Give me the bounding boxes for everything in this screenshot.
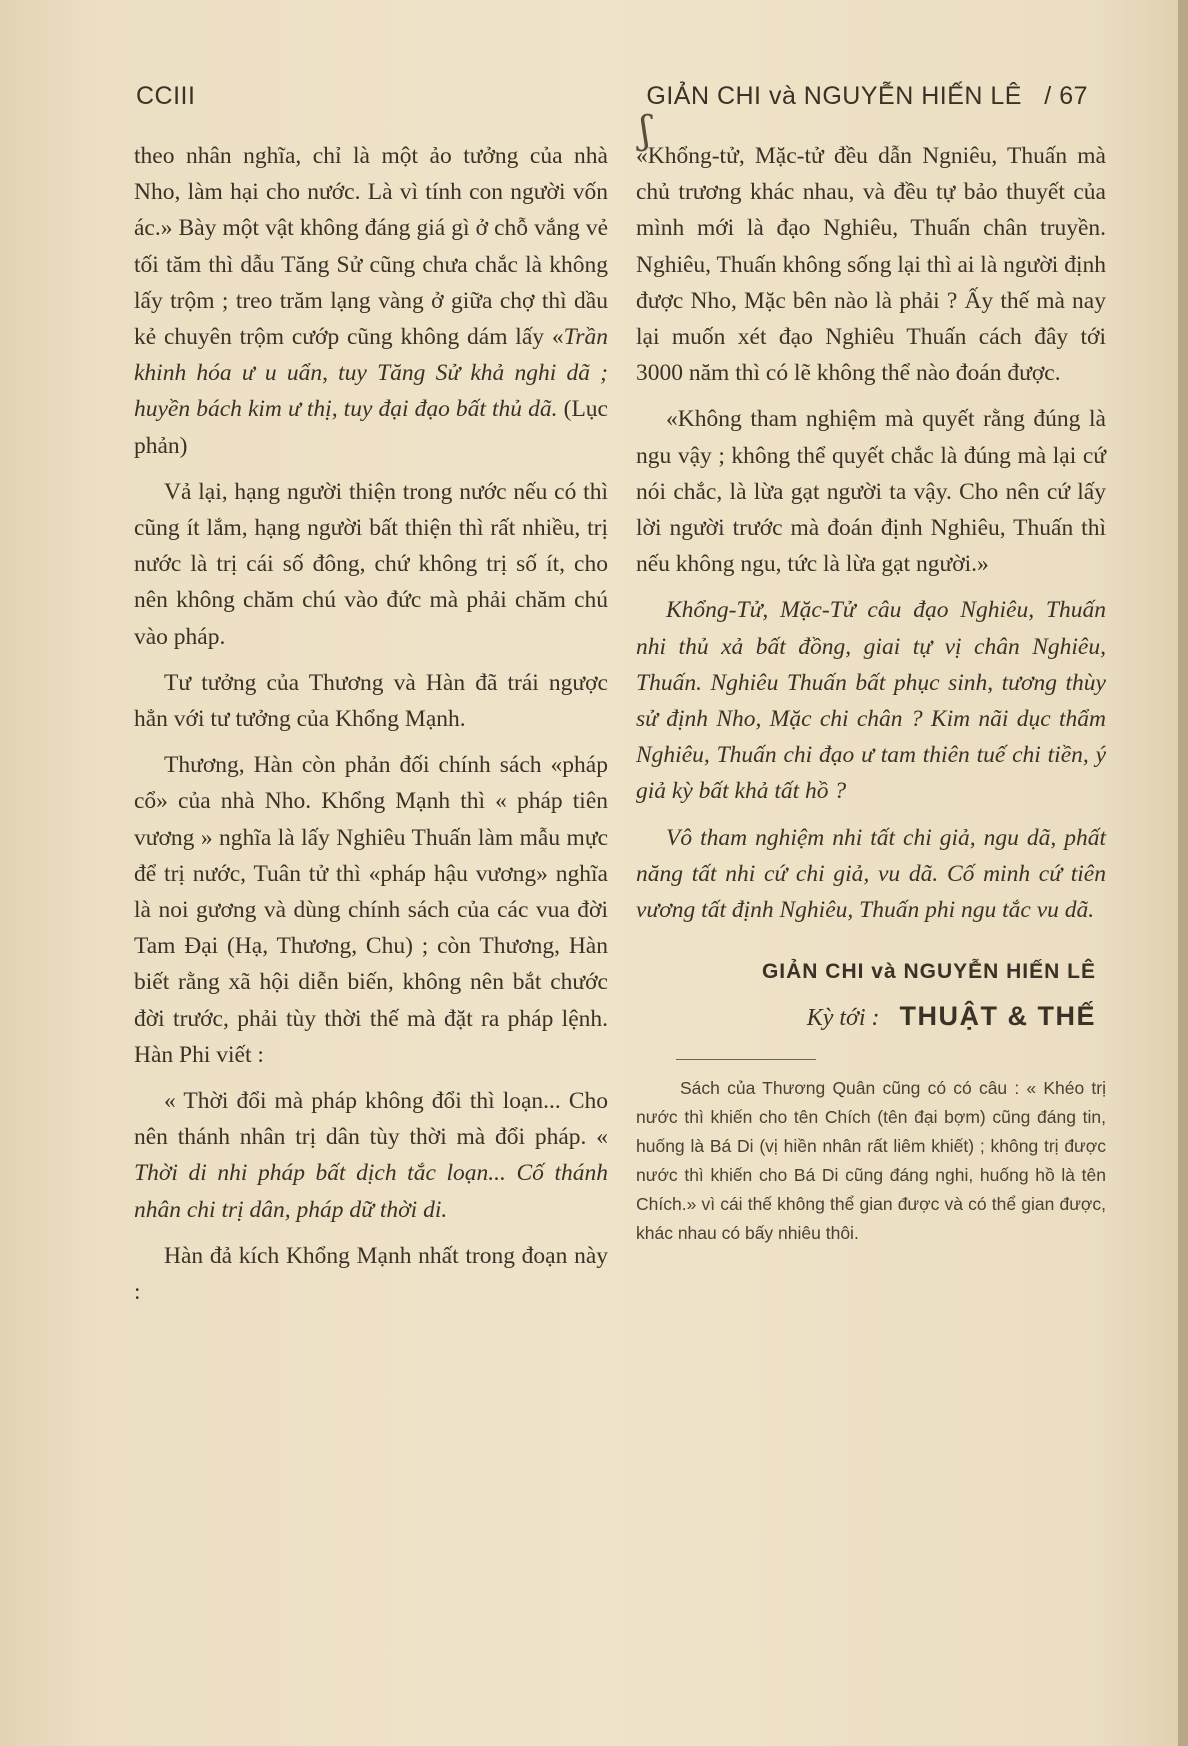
running-title: GIẢN CHI và NGUYỄN HIẾN LÊ: [646, 82, 1022, 110]
footnote: [636, 1074, 1106, 1248]
right-paragraph-2: «Không tham nghiệm mà quyết rằng đúng là ngu vậy ; không thể quyết chắc là đúng mà lại cứ nói chắc, là lừa gạt người ta vậy. Cho nên cứ lấy lời người trước mà đoán định Nghiêu, Thuấn thì nếu không ngu, tức là lừa gạt người.»: [636, 406, 1106, 578]
right-paragraph-1: «Khổng-tử, Mặc-tử đều dẫn Ngniêu, Thuấn mà chủ trương khác nhau, và đều tự bảo thuyết của mình mới là đạo Nghiêu, Thuấn chân truyền. Nghiêu, Thuấn không sống lại thì ai là người định được Nho, Mặc bên nào là phải ? Ấy thế mà nay lại muốn xét đạo Nghiêu Thuấn cách đây tới 3000 năm thì có lẽ không thể nào đoán được.: [636, 143, 1106, 387]
left-paragraph-4: Thương, Hàn còn phản đối chính sách «pháp cổ» của nhà Nho. Khổng Mạnh thì « pháp tiên vương » nghĩa là lấy Nghiêu Thuấn làm mẫu mực để trị nước, Tuân tử thì «pháp hậu vương» nghĩa là noi gương và dùng chính sách của các vua đời Tam Đại (Hạ, Thương, Chu) ; còn Thương, Hàn biết rằng xã hội diễn biến, không nên bắt chước đời trước, phải tùy thời thế mà đặt ra pháp lệnh. Hàn Phi viết :: [134, 752, 608, 1068]
right-paragraph-4-italic: Vô tham nghiệm nhi tất chi giả, ngu dã, phất năng tất nhi cứ chi giả, vu dã. Cố minh cứ tiên vương tất định Nghiêu, Thuấn phi ngu tắc vu dã.: [636, 824, 1106, 924]
page-number: / 67: [1044, 82, 1088, 110]
running-title-group: [646, 82, 1088, 111]
page-label: CCIII: [136, 82, 196, 110]
left-p5-italic: Thời di nhi pháp bất dịch tắc loạn... Cố thánh nhân chi trị dân, pháp dữ thời di.: [134, 1160, 608, 1223]
left-p1-text: theo nhân nghĩa, chỉ là một ảo tưởng của nhà Nho, làm hại cho nước. Là vì tính con người vốn ác.» Bày một vật không đáng giá gì ở chỗ vắng vẻ tối tăm thì dẫu Tăng Sử cũng chưa chắc là không lấy trộm ; treo trăm lạng vàng ở giữa chợ thì dầu kẻ chuyên trộm cướp cũng không dám lấy «: [134, 143, 608, 351]
ink-mark-icon: ʃ: [640, 108, 651, 152]
next-issue-line: [636, 998, 1106, 1036]
left-column: [134, 138, 608, 1320]
left-paragraph-2: Vả lại, hạng người thiện trong nước nếu có thì cũng ít lắm, hạng người bất thiện thì rất nhiều, trị nước là trị cái số đông, chứ không trị số ít, cho nên không chăm chú vào đức mà phải chăm chú vào pháp.: [134, 478, 608, 650]
left-paragraph-6: Hàn đả kích Khổng Mạnh nhất trong đoạn này :: [134, 1242, 608, 1306]
left-paragraph-5: [134, 1083, 608, 1228]
footnote-text: Sách của Thương Quân cũng có có câu : « Khéo trị nước thì khiến cho tên Chích (tên đại bợm) cũng đáng tin, huống là Bá Di (vị hiền nhân rất liêm khiết) ; không trị được nước thì khiến cho Bá Di cũng đáng nghi, huống hồ là tên Chích.» vì cái thế không thể gian được và có thể gian được, khác nhau có bấy nhiêu thôi.: [636, 1077, 1106, 1243]
left-p1-italic: Trần khinh hóa ư u uẩn, tuy Tăng Sử khả nghi dã ; huyền bách kim ư thị, tuy đại đạo bất thủ dã.: [134, 324, 608, 423]
next-issue-label: Kỳ tới :: [806, 1005, 880, 1032]
next-issue-title: THUẬT & THẾ: [899, 1001, 1096, 1032]
author-signature: GIẢN CHI và NGUYỄN HIẾN LÊ: [761, 960, 1096, 984]
right-paragraph-3-italic: Khổng-Tử, Mặc-Tử câu đạo Nghiêu, Thuấn nhi thủ xả bất đồng, giai tự vị chân Nghiêu, Thuấn. Nghiêu Thuấn bất phục sinh, tương thùy sử định Nho, Mặc chi chân ? Kim nãi dục thẩm Nghiêu, Thuấn chi đạo ư tam thiên tuế chi tiền, ý giả kỳ bất khả tất hồ ?: [636, 597, 1106, 805]
left-p5-text: « Thời đổi mà pháp không đổi thì loạn... Cho nên thánh nhân trị dân tùy thời mà đổi pháp. «: [134, 1088, 608, 1151]
left-paragraph-1: [134, 138, 608, 464]
right-column: [636, 138, 1106, 1248]
footnote-rule: [676, 1059, 816, 1060]
page-header: [136, 72, 1118, 112]
left-p1-end: (Lục phản): [134, 396, 608, 459]
left-paragraph-3: Tư tưởng của Thương và Hàn đã trái ngược hẳn với tư tưởng của Khổng Mạnh.: [134, 669, 608, 733]
